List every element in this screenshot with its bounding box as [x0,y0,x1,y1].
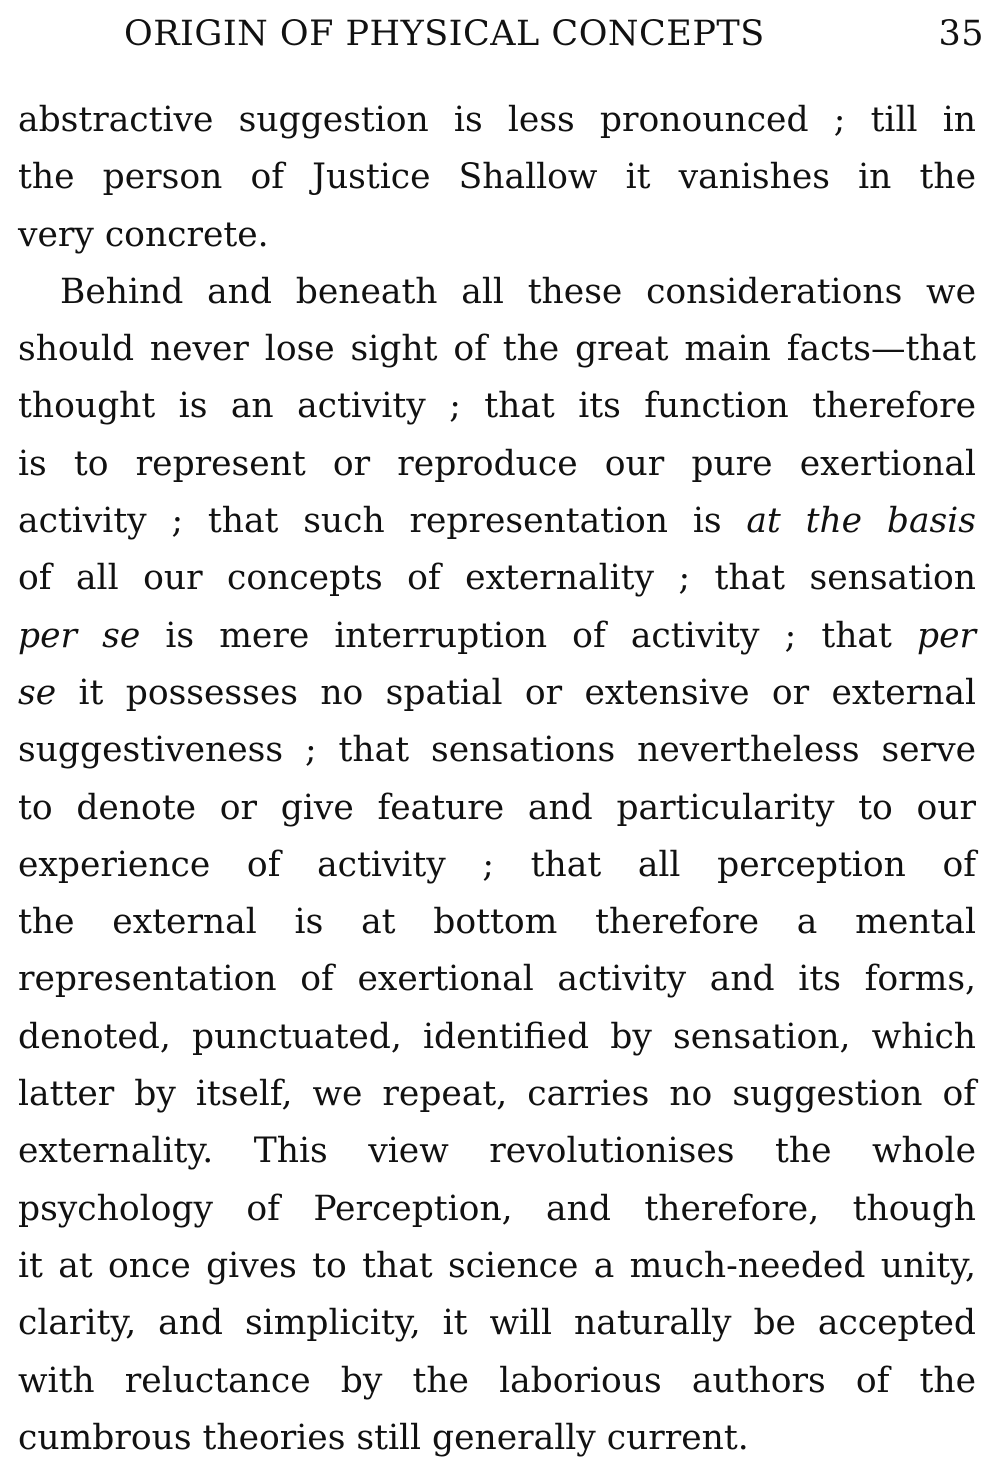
page-number: 35 [938,14,984,54]
text-line: suggestiveness ; that sensations nevertheless serve [18,730,976,771]
italic-phrase: per se [18,615,141,656]
text-line: thought is an activity ; that its function therefore [18,386,976,427]
text-line: clarity, and simplicity, it will naturally be accepted [18,1303,976,1344]
text-line: is to represent or reproduce our pure exertional [18,443,976,484]
italic-phrase: at the basis [746,501,976,542]
text-line: experience of activity ; that all perception of [18,844,976,885]
text-line: activity ; that such representation is at the basis [18,501,976,542]
text-line: se it possesses no spatial or extensive or external [18,672,976,713]
italic-phrase: per [916,615,976,656]
text-line: latter by itself, we repeat, carries no suggestion of [18,1074,976,1115]
body-text [18,92,976,1467]
text-line: it at once gives to that science a much-needed unity, [18,1245,976,1286]
running-head [124,14,984,64]
text-line: denoted, punctuated, identified by sensation, which [18,1016,976,1057]
text-line: of all our concepts of externality ; that sensation [18,558,976,599]
italic-phrase: se [18,672,57,713]
text-line: the external is at bottom therefore a mental [18,902,976,943]
text-line: psychology of Perception, and therefore, though [18,1188,976,1229]
text-line: abstractive suggestion is less pronounced ; till in [18,100,976,140]
text-line: very concrete. [18,214,269,255]
running-title: ORIGIN OF PHYSICAL CONCEPTS [124,14,765,54]
text-line: to denote or give feature and particularity to our [18,787,976,828]
text-line: should never lose sight of the great main facts—that [18,329,976,370]
text-line: with reluctance by the laborious authors of the [18,1360,976,1401]
text-line: cumbrous theories still generally current. [18,1417,749,1458]
text-line: per se is mere interruption of activity ; that per [18,615,976,656]
paragraph-first-line: Behind and beneath all these considerations we [60,271,976,312]
text-line: representation of exertional activity and its forms, [18,959,976,1000]
text-line: the person of Justice Shallow it vanishes in the [18,157,976,198]
text-line: externality. This view revolutionises the whole [18,1131,976,1172]
